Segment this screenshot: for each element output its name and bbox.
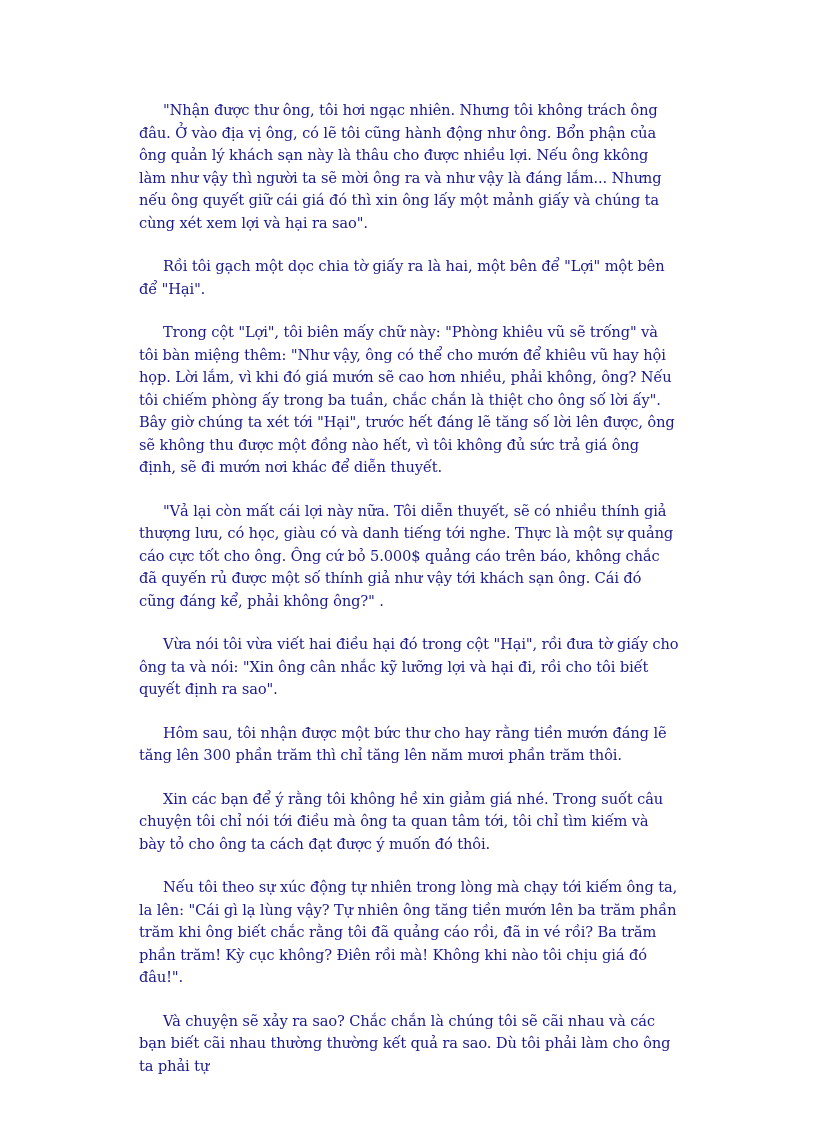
paragraph-8: Nếu tôi theo sự xúc động tự nhiên trong lòng mà chạy tới kiếm ông ta, la lên: "Cái gì lạ lùng vậy? Tự nhiên ông tăng tiền mướn lên ba trăm phần trăm khi ông biết chắc rằng tôi đã quảng cáo rồi, đã in vé rồi? Ba trăm phần trăm! Kỳ cục không? Điên rồi mà! Không khi nào tôi chịu giá đó đâu!". xyxy=(139,879,678,986)
paragraph-7: Xin các bạn để ý rằng tôi không hề xin giảm giá nhé. Trong suốt câu chuyện tôi chỉ nói tới điều mà ông ta quan tâm tới, tôi chỉ tìm kiếm và bày tỏ cho ông ta cách đạt được ý muốn đó thôi. xyxy=(139,790,664,853)
paragraph-5: Vừa nói tôi vừa viết hai điều hại đó trong cột "Hại", rồi đưa tờ giấy cho ông ta và nói: "Xin ông cân nhắc kỹ lưỡng lợi và hại đi, rồi cho tôi biết quyết định ra sao". xyxy=(139,636,679,698)
document-body xyxy=(139,100,679,1099)
paragraph-6: Hôm sau, tôi nhận được một bức thư cho hay rằng tiền mướn đáng lẽ tăng lên 300 phần trăm thì chỉ tăng lên năm mươi phần trăm thôi. xyxy=(139,724,667,764)
paragraph-3: Trong cột "Lợi", tôi biên mấy chữ này: "Phòng khiêu vũ sẽ trống" và tôi bàn miệng thêm: "Như vậy, ông có thể cho mướn để khiêu vũ hay hội họp. Lời lắm, vì khi đó giá mướn sẽ cao hơn nhiều, phải không, ông? Nếu tôi chiếm phòng ấy trong ba tuần, chắc chắn là thiệt cho ông số lời ấy". Bây giờ chúng ta xét tới "Hại", trước hết đáng lẽ tăng số lời lên được, ông sẽ không thu được một đồng nào hết, vì tôi không đủ sức trả giá ông định, sẽ đi mướn nơi khác để diễn thuyết. xyxy=(139,324,675,476)
paragraph-1: "Nhận được thư ông, tôi hơi ngạc nhiên. Nhưng tôi không trách ông đâu. Ở vào địa vị ông, có lẽ tôi cũng hành động như ông. Bổn phận của ông quản lý khách sạn này là thâu cho được nhiều lợi. Nếu ông kkông làm như vậy thì người ta sẽ mời ông ra và như vậy là đáng lắm... Nhưng nếu ông quyết giữ cái giá đó thì xin ông lấy một mảnh giấy và chúng ta cùng xét xem lợi và hại ra sao". xyxy=(139,102,662,232)
paragraph-4: "Vả lại còn mất cái lợi này nữa. Tôi diễn thuyết, sẽ có nhiều thính giả thượng lưu, có học, giàu có và danh tiếng tới nghe. Thực là một sự quảng cáo cực tốt cho ông. Ông cứ bỏ 5.000$ quảng cáo trên báo, không chắc đã quyến rủ được một số thính giả như vậy tới khách sạn ông. Cái đó cũng đáng kể, phải không ông?" . xyxy=(139,502,674,610)
paragraph-2: Rồi tôi gạch một dọc chia tờ giấy ra là hai, một bên để "Lợi" một bên để "Hại". xyxy=(139,258,665,298)
paragraph-9: Và chuyện sẽ xảy ra sao? Chắc chắn là chúng tôi sẽ cãi nhau và các bạn biết cãi nhau thường thường kết quả ra sao. Dù tôi phải làm cho ông ta phải tự xyxy=(139,1012,671,1075)
